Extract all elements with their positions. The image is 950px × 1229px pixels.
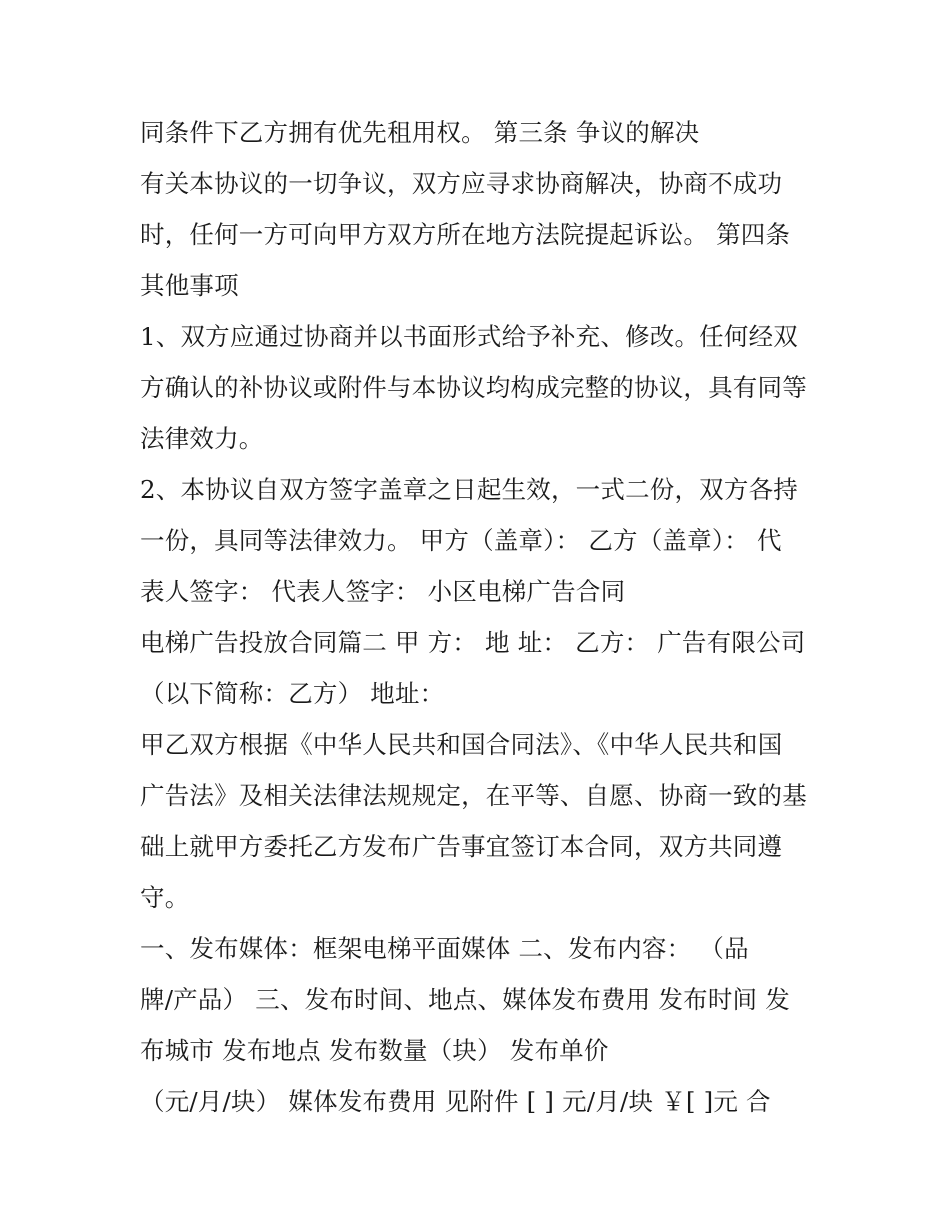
text-line: 时，任何一方可向甲方双方所在地方法院提起诉讼。 第四条: [140, 220, 791, 249]
text-line: 一份，具同等法律效力。 甲方（盖章）： 乙方（盖章）： 代: [140, 526, 782, 555]
text-line: 础上就甲方委托乙方发布广告事宜签订本合同，双方共同遵: [140, 832, 783, 861]
text-line: 一、发布媒体：框架电梯平面媒体 二、发布内容： （品: [140, 934, 749, 963]
text-line: 有关本协议的一切争议，双方应寻求协商解决，协商不成功: [140, 169, 783, 198]
text-line: 方确认的补协议或附件与本协议均构成完整的协议，具有同等: [140, 373, 807, 402]
text-line: 表人签字： 代表人签字： 小区电梯广告合同: [140, 577, 626, 606]
text-line: （元/月/块） 媒体发布费用 见附件 [ ] 元/月/块 ￥[ ]元 合: [140, 1087, 771, 1116]
text-line: 广告法》及相关法律法规规定，在平等、自愿、协商一致的基: [140, 781, 807, 810]
text-line: 电梯广告投放合同篇二 甲 方： 地 址： 乙方： 广告有限公司: [140, 628, 806, 657]
text-line: 守。: [140, 883, 190, 912]
text-line: 布城市 发布地点 发布数量（块） 发布单价: [140, 1036, 609, 1065]
text-line: 1、双方应通过协商并以书面形式给予补充、修改。任何经双: [140, 322, 798, 351]
contract-text: [140, 107, 830, 1127]
text-line: 2、本协议自双方签字盖章之日起生效，一式二份，双方各持: [140, 475, 798, 504]
text-line: （以下简称：乙方） 地址：: [140, 679, 445, 708]
text-line: 牌/产品） 三、发布时间、地点、媒体发布费用 发布时间 发: [140, 985, 790, 1014]
text-line: 法律效力。: [140, 424, 264, 453]
text-line: 甲乙双方根据《中华人民共和国合同法》、《中华人民共和国: [140, 730, 783, 759]
text-line: 其他事项: [140, 271, 239, 300]
text-line: 同条件下乙方拥有优先租用权。 第三条 争议的解决: [140, 118, 700, 147]
